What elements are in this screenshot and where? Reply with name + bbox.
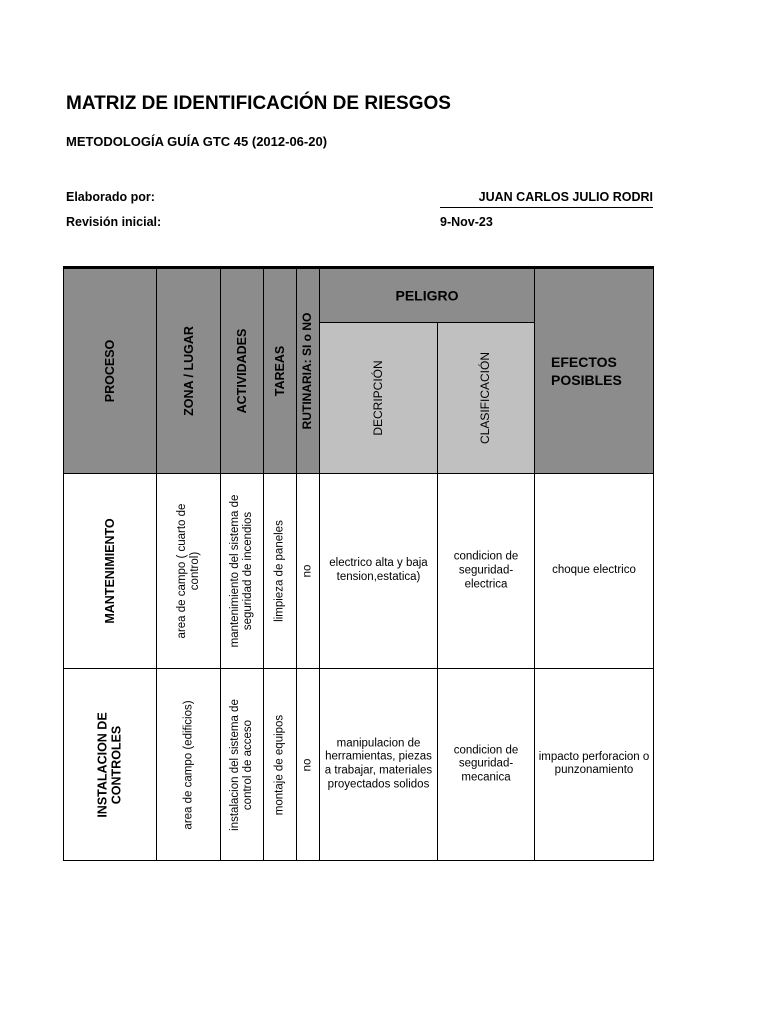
row2-zona bbox=[156, 668, 221, 861]
header-tareas bbox=[263, 268, 297, 474]
row1-tareas-text: limpieza de paneles bbox=[273, 520, 286, 622]
row1-proceso-text: MANTENIMIENTO bbox=[102, 518, 117, 624]
header-proceso bbox=[63, 268, 157, 474]
row1-zona-text: area de campo ( cuarto de control) bbox=[175, 503, 201, 639]
row1-clasificacion-text: condicion de seguridad-electrica bbox=[453, 550, 519, 590]
row1-efectos-text: choque electrico bbox=[552, 564, 636, 577]
row2-actividades-text: instalacion del sistema de control de acceso bbox=[228, 698, 254, 831]
row1-clasificacion bbox=[437, 473, 535, 669]
row2-proceso bbox=[63, 668, 157, 861]
header-descripcion bbox=[319, 322, 438, 474]
header-tareas-label: TAREAS bbox=[272, 345, 287, 397]
elaborado-value: JUAN CARLOS JULIO RODRI bbox=[440, 190, 653, 208]
row1-actividades bbox=[220, 473, 264, 669]
row1-efectos bbox=[534, 473, 654, 669]
row2-rutinaria bbox=[296, 668, 320, 861]
header-rutinaria-label: RUTINARIA: SI o NO bbox=[300, 312, 315, 430]
row1-tareas bbox=[263, 473, 297, 669]
header-clasificacion bbox=[437, 322, 535, 474]
row2-zona-text: area de campo (edificios) bbox=[181, 699, 194, 830]
header-efectos bbox=[534, 268, 654, 474]
row1-rutinaria-text: no bbox=[301, 564, 314, 578]
header-clasificacion-label: CLASIFICACIÓN bbox=[478, 351, 493, 445]
header-peligro-label: PELIGRO bbox=[395, 287, 459, 304]
header-zona-label: ZONA / LUGAR bbox=[181, 326, 196, 416]
header-rutinaria bbox=[296, 268, 320, 474]
header-peligro bbox=[319, 268, 535, 323]
elaborado-label: Elaborado por: bbox=[66, 190, 155, 204]
row2-efectos bbox=[534, 668, 654, 861]
header-zona bbox=[156, 268, 221, 474]
row1-rutinaria bbox=[296, 473, 320, 669]
row1-proceso bbox=[63, 473, 157, 669]
revision-label: Revisión inicial: bbox=[66, 215, 162, 229]
row2-clasificacion bbox=[437, 668, 535, 861]
header-actividades bbox=[220, 268, 264, 474]
row2-tareas bbox=[263, 668, 297, 861]
row2-proceso-text: INSTALACION DE CONTROLES bbox=[95, 711, 124, 818]
row2-rutinaria-text: no bbox=[301, 758, 314, 771]
page-subtitle: METODOLOGÍA GUÍA GTC 45 (2012-06-20) bbox=[66, 134, 328, 149]
header-proceso-label: PROCESO bbox=[102, 339, 117, 403]
row2-tareas-text: montaje de equipos bbox=[273, 714, 286, 815]
header-efectos-label: EFECTOS POSIBLES bbox=[551, 354, 622, 389]
row1-descripcion-text: electrico alta y baja tension,estatica) bbox=[329, 557, 428, 583]
row2-descripcion-text: manipulacion de herramientas, piezas a trabajar, materiales proyectados solidos bbox=[324, 736, 433, 791]
row1-zona bbox=[156, 473, 221, 669]
row2-efectos-text: impacto perforacion o punzonamiento bbox=[538, 750, 650, 777]
row2-actividades bbox=[220, 668, 264, 861]
header-descripcion-label: DECRIPCIÓN bbox=[370, 360, 385, 436]
header-actividades-label: ACTIVIDADES bbox=[234, 328, 249, 414]
row2-descripcion bbox=[319, 668, 438, 861]
row2-clasificacion-text: condicion de seguridad-mecanica bbox=[453, 743, 519, 784]
page-title: MATRIZ DE IDENTIFICACIÓN DE RIESGOS bbox=[66, 93, 451, 114]
row1-descripcion bbox=[319, 473, 438, 669]
row1-actividades-text: mantenimiento del sistema de seguridad de incendios bbox=[228, 494, 254, 648]
revision-value: 9-Nov-23 bbox=[440, 215, 493, 229]
